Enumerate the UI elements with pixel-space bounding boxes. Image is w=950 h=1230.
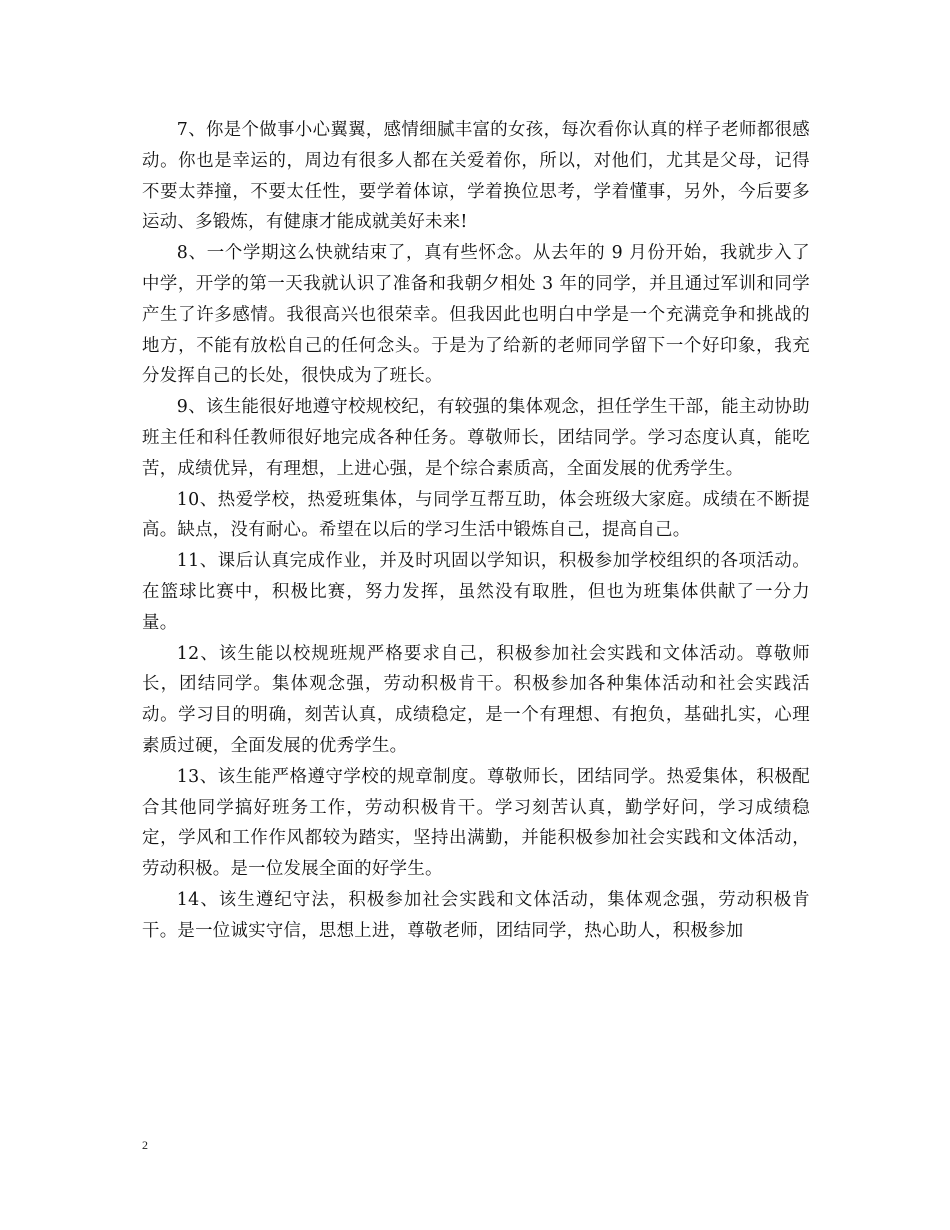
paragraph-12: 12、该生能以校规班规严格要求自己，积极参加社会实践和文体活动。尊敬师长，团结同学。集体观念强，劳动积极肯干。积极参加各种集体活动和社会实践活动。学习目的明确，刻苦认真，成绩稳定，是一个有理想、有抱负，基础扎实，心理素质过硬，全面发展的优秀学生。 (142, 643, 810, 756)
paragraph-7: 7、你是个做事小心翼翼，感情细腻丰富的女孩，每次看你认真的样子老师都很感动。你也是幸运的，周边有很多人都在关爱着你，所以，对他们，尤其是父母，记得不要太莽撞，不要太任性，要学着体谅，学着换位思考，学着懂事，另外，今后要多运动、多锻炼，有健康才能成就美好未来! (142, 120, 810, 233)
paragraph-8: 8、一个学期这么快就结束了，真有些怀念。从去年的 9 月份开始，我就步入了中学，开学的第一天我就认识了准备和我朝夕相处 3 年的同学，并且通过军训和同学产生了许多感情。我很高兴也很荣幸。但我因此也明白中学是一个充满竞争和挑战的地方，不能有放松自己的任何念头。于是为了给新的老师同学留下一个好印象，我充分发挥自己的长处，很快成为了班长。 (142, 243, 810, 387)
paragraph-9: 9、该生能很好地遵守校规校纪，有较强的集体观念，担任学生干部，能主动协助班主任和科任教师很好地完成各种任务。尊敬师长，团结同学。学习态度认真，能吃苦，成绩优异，有理想，上进心强，是个综合素质高，全面发展的优秀学生。 (142, 397, 810, 479)
paragraph-10: 10、热爱学校，热爱班集体，与同学互帮互助，体会班级大家庭。成绩在不断提高。缺点，没有耐心。希望在以后的学习生活中锻炼自己，提高自己。 (142, 489, 810, 541)
page-number: 2 (142, 1138, 148, 1152)
paragraph-14: 14、该生遵纪守法，积极参加社会实践和文体活动，集体观念强，劳动积极肯干。是一位诚实守信，思想上进，尊敬老师，团结同学，热心助人，积极参加 (142, 889, 810, 941)
document-body (142, 115, 810, 947)
paragraph-13: 13、该生能严格遵守学校的规章制度。尊敬师长，团结同学。热爱集体，积极配合其他同学搞好班务工作，劳动积极肯干。学习刻苦认真，勤学好问，学习成绩稳定，学风和工作作风都较为踏实，坚持出满勤，并能积极参加社会实践和文体活动，劳动积极。是一位发展全面的好学生。 (142, 766, 810, 880)
paragraph-11: 11、课后认真完成作业，并及时巩固以学知识，积极参加学校组织的各项活动。在篮球比赛中，积极比赛，努力发挥，虽然没有取胜，但也为班集体供献了一分力量。 (142, 551, 810, 633)
